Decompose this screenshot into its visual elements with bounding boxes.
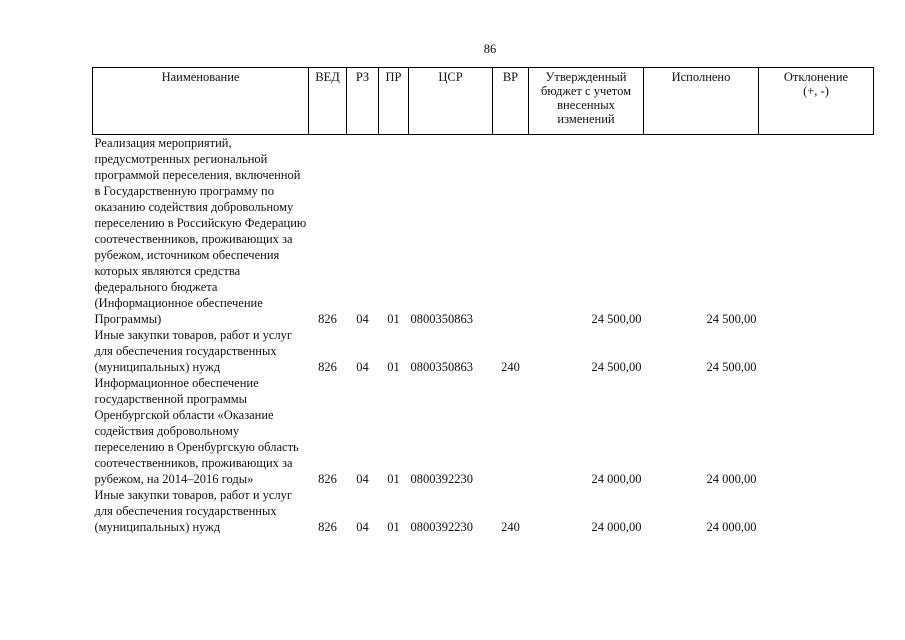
row-approved: 24 500,00 bbox=[591, 312, 642, 326]
row-approved: 24 000,00 bbox=[591, 520, 642, 534]
header-csr: ЦСР bbox=[409, 68, 493, 135]
row-rz: 04 bbox=[356, 520, 369, 534]
row-name: Информационное обеспечение государственной программы Оренбургской области «Оказание содействия добровольному переселению в Оренбургскую область соотечественников, проживающих за рубежом, на 2014–2016 годы» bbox=[94, 376, 299, 486]
table-row bbox=[93, 487, 874, 535]
header-ved: ВЕД bbox=[309, 68, 347, 135]
row-executed: 24 500,00 bbox=[706, 312, 757, 326]
row-rz: 04 bbox=[356, 360, 369, 374]
header-approved: Утвержденный бюджет с учетом внесенных изменений bbox=[529, 68, 644, 135]
row-vr bbox=[493, 375, 529, 487]
row-ved: 826 bbox=[318, 312, 337, 326]
row-deviation bbox=[759, 135, 874, 328]
row-rz: 04 bbox=[356, 312, 369, 326]
row-vr: 240 bbox=[501, 360, 520, 374]
header-rz: РЗ bbox=[347, 68, 379, 135]
row-executed: 24 500,00 bbox=[706, 360, 757, 374]
row-executed: 24 000,00 bbox=[706, 472, 757, 486]
row-name: Реализация мероприятий, предусмотренных региональной программой переселения, включенной в Государственную программу по оказанию содействия добровольному переселению в Российскую Федерацию соотечественников, проживающих за рубежом, источником обеспечения которых являются средства федерального бюджета (Информационное обеспечение Программы) bbox=[94, 136, 307, 326]
row-ved: 826 bbox=[318, 360, 337, 374]
row-csr: 0800350863 bbox=[410, 360, 473, 374]
table-row bbox=[93, 327, 874, 375]
row-name: Иные закупки товаров, работ и услуг для обеспечения государственных (муниципальных) нужд bbox=[94, 328, 293, 374]
row-vr bbox=[493, 135, 529, 328]
table-row bbox=[93, 135, 874, 328]
row-csr: 0800392230 bbox=[410, 472, 473, 486]
header-executed: Исполнено bbox=[644, 68, 759, 135]
row-approved: 24 000,00 bbox=[591, 472, 642, 486]
budget-table bbox=[92, 67, 874, 535]
row-rz: 04 bbox=[356, 472, 369, 486]
header-pr: ПР bbox=[379, 68, 409, 135]
row-deviation bbox=[759, 375, 874, 487]
row-pr: 01 bbox=[387, 520, 400, 534]
row-ved: 826 bbox=[318, 520, 337, 534]
header-row bbox=[93, 68, 874, 135]
header-deviation: Отклонение (+, -) bbox=[759, 68, 874, 135]
row-vr: 240 bbox=[501, 520, 520, 534]
row-approved: 24 500,00 bbox=[591, 360, 642, 374]
row-ved: 826 bbox=[318, 472, 337, 486]
header-vr: ВР bbox=[493, 68, 529, 135]
row-csr: 0800350863 bbox=[410, 312, 473, 326]
row-pr: 01 bbox=[387, 360, 400, 374]
header-name: Наименование bbox=[93, 68, 309, 135]
row-pr: 01 bbox=[387, 472, 400, 486]
row-name: Иные закупки товаров, работ и услуг для обеспечения государственных (муниципальных) нужд bbox=[94, 488, 293, 534]
row-deviation bbox=[759, 327, 874, 375]
row-deviation bbox=[759, 487, 874, 535]
row-csr: 0800392230 bbox=[410, 520, 473, 534]
page-number: 86 bbox=[483, 42, 497, 56]
row-pr: 01 bbox=[387, 312, 400, 326]
table-row bbox=[93, 375, 874, 487]
row-executed: 24 000,00 bbox=[706, 520, 757, 534]
